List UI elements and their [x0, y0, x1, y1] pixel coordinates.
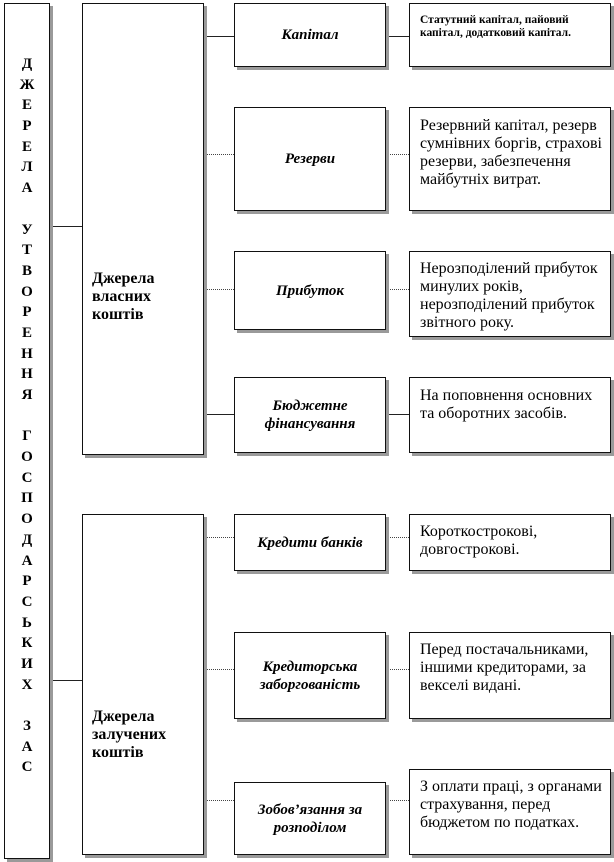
root-letter [5, 695, 49, 716]
root-letter [5, 199, 49, 220]
category-distribution-liabilities-label: Зобов’язання за розподілом [257, 801, 363, 836]
root-letter: Н [21, 366, 33, 383]
root-letter: С [21, 469, 33, 486]
root-letter: О [21, 449, 33, 466]
category-accounts-payable-label: Кредиторська заборгованість [259, 658, 361, 693]
group-own-funds [82, 3, 204, 455]
connector-payables [204, 669, 234, 670]
root-letter: Р [22, 118, 32, 135]
root-letter: К [21, 635, 33, 652]
group-borrowed-funds-label: Джерела залучених коштів [92, 708, 167, 761]
connector-reserves [204, 154, 234, 155]
category-reserves [234, 107, 386, 211]
desc-budget-financing-text: На поповнення основних та оборотних засобів. [420, 387, 593, 422]
category-capital-label: Капітал [281, 27, 339, 43]
category-budget-financing [234, 377, 386, 453]
connector-budget-desc [386, 414, 409, 415]
connector-distribution-desc [386, 800, 409, 801]
root-letter: Е [21, 138, 32, 155]
root-letter: Д [21, 531, 33, 548]
root-letter: Ь [22, 614, 32, 631]
connector-budget [204, 414, 234, 415]
category-capital [234, 3, 386, 67]
root-box-sources-of-formation [4, 3, 50, 859]
category-distribution-liabilities [234, 782, 386, 855]
root-letter: З [23, 718, 31, 734]
root-letter: Г [22, 428, 32, 445]
root-letter: П [21, 490, 33, 507]
connector-distribution [204, 800, 234, 801]
category-budget-financing-label: Бюджетне фінансування [264, 398, 356, 432]
root-connector-own [50, 226, 82, 227]
root-letter: С [21, 759, 33, 776]
root-letter: Я [21, 387, 33, 403]
root-letter: И [21, 655, 33, 672]
root-letter: А [21, 738, 33, 755]
connector-profit-desc [386, 289, 409, 290]
root-letter: Л [21, 159, 33, 176]
connector-capital [204, 36, 234, 37]
connector-profit [204, 289, 234, 290]
root-letter: Д [21, 56, 33, 72]
desc-distribution-liabilities-text: З оплати праці, з органами страхування, перед бюджетом по податках. [420, 778, 602, 831]
desc-capital [409, 3, 611, 67]
desc-bank-credits [409, 514, 611, 571]
category-profit [234, 251, 386, 330]
category-bank-credits-label: Кредити банків [257, 534, 363, 551]
desc-profit-text: Нерозподілений прибуток минулих років, нерозподілений прибуток звітного року. [420, 260, 598, 331]
connector-payables-desc [386, 669, 409, 670]
root-letter: Н [21, 345, 33, 362]
group-borrowed-funds [82, 514, 204, 855]
root-letter: Р [22, 573, 32, 590]
root-letter: Е [21, 324, 32, 341]
desc-capital-text: Статутний капітал, пайовий капітал, додатковий капітал. [420, 14, 571, 39]
root-letter: Х [21, 676, 33, 693]
root-letter: О [21, 511, 33, 528]
root-letter: В [21, 262, 32, 279]
root-letter: Е [21, 97, 32, 114]
category-profit-label: Прибуток [275, 282, 345, 299]
desc-distribution-liabilities [409, 769, 611, 855]
desc-accounts-payable-text: Перед постачальниками, іншими кредиторами, за векселі видані. [420, 641, 589, 694]
root-letter: Ж [19, 76, 35, 93]
category-accounts-payable [234, 632, 386, 719]
desc-accounts-payable [409, 632, 611, 719]
root-letter: А [21, 180, 33, 197]
group-own-funds-label: Джерела власних коштів [92, 270, 155, 323]
root-connector-borrowed [50, 680, 82, 681]
desc-budget-financing [409, 377, 611, 453]
root-letter: У [21, 221, 33, 238]
category-bank-credits [234, 514, 386, 571]
category-reserves-label: Резерви [284, 151, 336, 167]
connector-bank-credits [204, 537, 234, 538]
desc-bank-credits-text: Короткострокові, довгострокові. [420, 523, 538, 558]
connector-reserves-desc [386, 154, 409, 155]
desc-reserves-text: Резервний капітал, резерв сумнівних боргів, страхові резерви, забезпечення майбутніх витрат. [420, 117, 602, 188]
desc-profit [409, 251, 611, 337]
root-letter: О [21, 283, 33, 300]
desc-reserves [409, 107, 611, 211]
root-letter: А [21, 552, 33, 569]
root-letter: Т [21, 242, 32, 259]
root-letter [5, 406, 49, 427]
root-letter: С [21, 593, 33, 610]
root-letter: Р [22, 304, 32, 321]
root-vertical-title [5, 54, 49, 778]
connector-bank-desc [386, 537, 409, 538]
connector-capital-desc [386, 36, 409, 37]
